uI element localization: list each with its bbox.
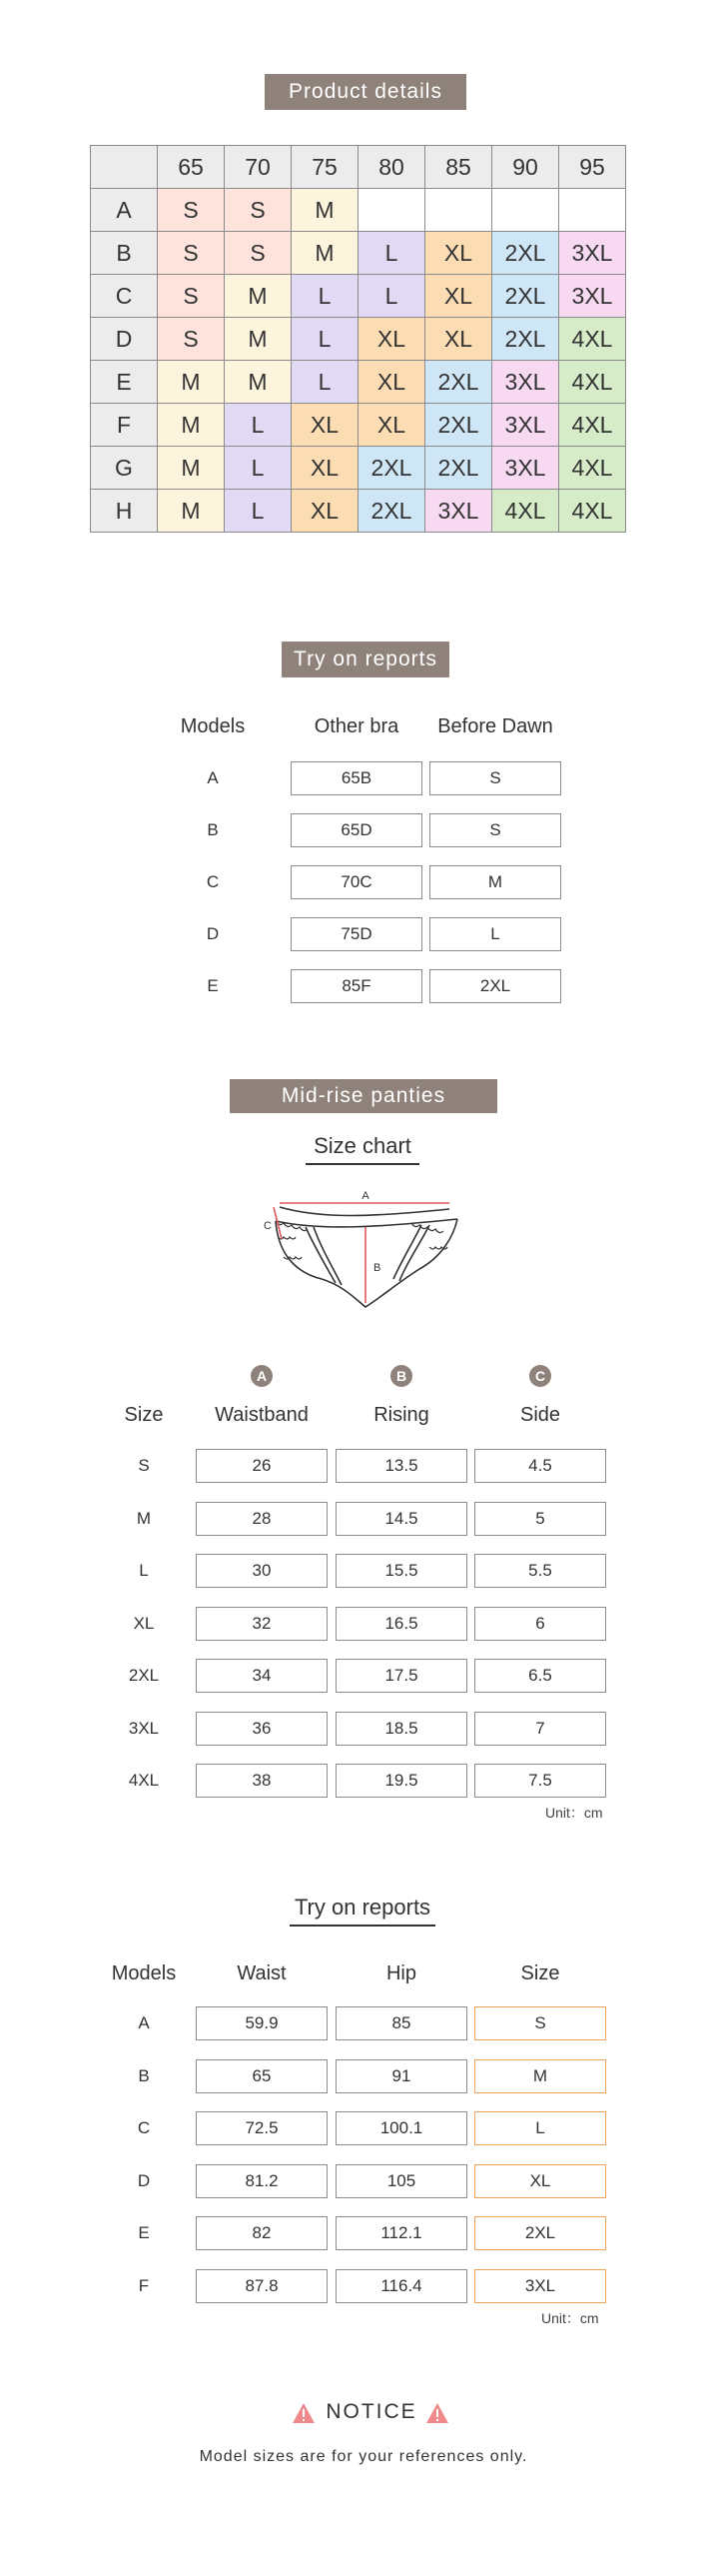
other-bra-size: 75D (291, 917, 422, 951)
band-size-header: 90 (492, 146, 559, 189)
size-cell: S (158, 275, 225, 318)
try-on-header: Other bra (314, 715, 399, 737)
size-cell: 4XL (559, 490, 626, 533)
size-cell: L (225, 404, 292, 447)
warning-icon-right (425, 2402, 449, 2424)
size-cell: 3XL (492, 447, 559, 490)
other-bra-size: 85F (291, 969, 422, 1003)
cup-size-header: F (91, 404, 158, 447)
size-cell: 2XL (425, 404, 492, 447)
size-chart-title: Size chart (306, 1133, 419, 1165)
waistband-value: 30 (196, 1554, 328, 1588)
band-size-header: 95 (559, 146, 626, 189)
size-cell: M (158, 361, 225, 404)
waistband-value: 32 (196, 1607, 328, 1641)
side-value: 6.5 (474, 1659, 606, 1693)
size-table-row (91, 232, 626, 275)
size-cell: 4XL (559, 361, 626, 404)
before-dawn-size: S (429, 813, 561, 847)
rising-value: 16.5 (336, 1607, 467, 1641)
size-cell: S (225, 232, 292, 275)
size-cell: L (359, 232, 425, 275)
size-cell: M (292, 232, 359, 275)
model-label: B (138, 2065, 150, 2085)
side-value: 4.5 (474, 1449, 606, 1483)
size-cell: M (158, 490, 225, 533)
side-value: 7 (474, 1712, 606, 1746)
size-cell: 2XL (359, 447, 425, 490)
size-cell: 2XL (492, 275, 559, 318)
diagram-label-c: C (264, 1220, 272, 1232)
side-value: 5 (474, 1502, 606, 1536)
model-label: C (206, 872, 220, 891)
size-cell: L (292, 361, 359, 404)
size-cell: L (225, 490, 292, 533)
panties-size-value: XL (474, 2164, 606, 2198)
size-cell (559, 189, 626, 232)
lace-trim-left (276, 1221, 308, 1259)
rising-value: 13.5 (336, 1449, 467, 1483)
cup-size-header: B (91, 232, 158, 275)
try-on-2-header: Hip (385, 1962, 416, 1984)
panties-size-value: L (474, 2111, 606, 2145)
panties-size-label: M (136, 1508, 152, 1528)
size-cell (492, 189, 559, 232)
size-table-header-row (91, 146, 626, 189)
waist-value: 65 (196, 2059, 328, 2093)
panties-header: Waistband (215, 1404, 309, 1426)
cup-size-header: A (91, 189, 158, 232)
size-cell: XL (425, 318, 492, 361)
size-cell: 4XL (559, 318, 626, 361)
before-dawn-size: M (429, 865, 561, 899)
cup-size-header: G (91, 447, 158, 490)
diagram-label-b: B (373, 1262, 381, 1274)
size-cell: 2XL (359, 490, 425, 533)
size-table-row (91, 361, 626, 404)
side-value: 6 (474, 1607, 606, 1641)
size-cell: S (225, 189, 292, 232)
size-cell: 4XL (559, 404, 626, 447)
size-table-row (91, 275, 626, 318)
try-on-unit-note: Unit：cm (541, 2310, 599, 2326)
size-cell: L (359, 275, 425, 318)
size-cell: 3XL (425, 490, 492, 533)
waistband-top-line (280, 1207, 449, 1216)
panties-size-value: M (474, 2059, 606, 2093)
size-cell: 2XL (492, 318, 559, 361)
cup-size-header: E (91, 361, 158, 404)
size-cell: 3XL (559, 275, 626, 318)
other-bra-size: 65B (291, 761, 422, 795)
diagram-label-a: A (361, 1190, 369, 1202)
band-size-header: 75 (292, 146, 359, 189)
size-cell: 4XL (559, 447, 626, 490)
size-table-row (91, 490, 626, 533)
waist-value: 59.9 (196, 2006, 328, 2040)
marker-c-icon: C (529, 1365, 551, 1387)
panties-size-label: 3XL (128, 1718, 160, 1738)
try-on-header: Before Dawn (437, 715, 553, 737)
rising-value: 15.5 (336, 1554, 467, 1588)
try-on-header: Models (180, 715, 246, 737)
size-cell: XL (292, 404, 359, 447)
hip-value: 91 (336, 2059, 467, 2093)
size-cell: M (158, 447, 225, 490)
try-on-2-header: Size (520, 1962, 560, 1984)
size-table-row (91, 404, 626, 447)
size-cell: XL (292, 490, 359, 533)
size-cell: 2XL (492, 232, 559, 275)
panties-outline (276, 1219, 457, 1307)
size-cell: XL (425, 275, 492, 318)
rising-value: 18.5 (336, 1712, 467, 1746)
size-cell: XL (359, 318, 425, 361)
try-on-reports-banner: Try on reports (282, 642, 449, 677)
waistband-value: 28 (196, 1502, 328, 1536)
panties-size-label: 4XL (128, 1771, 160, 1790)
before-dawn-size: 2XL (429, 969, 561, 1003)
panties-size-label: 2XL (128, 1666, 160, 1685)
size-table-row (91, 189, 626, 232)
waistband-value: 36 (196, 1712, 328, 1746)
band-size-header: 70 (225, 146, 292, 189)
model-label: D (137, 2170, 151, 2190)
panties-size-value: 3XL (474, 2269, 606, 2303)
side-seam-left-2 (314, 1227, 342, 1285)
size-cell: 3XL (492, 361, 559, 404)
rising-value: 19.5 (336, 1764, 467, 1798)
panties-size-value: S (474, 2006, 606, 2040)
size-cell: XL (425, 232, 492, 275)
rising-value: 14.5 (336, 1502, 467, 1536)
other-bra-size: 65D (291, 813, 422, 847)
size-cell: M (225, 361, 292, 404)
marker-a-icon: A (251, 1365, 273, 1387)
size-cell (359, 189, 425, 232)
side-value: 7.5 (474, 1764, 606, 1798)
model-label: E (138, 2223, 150, 2242)
hip-value: 100.1 (336, 2111, 467, 2145)
before-dawn-size: S (429, 761, 561, 795)
size-cell: M (292, 189, 359, 232)
waistband-value: 38 (196, 1764, 328, 1798)
model-label: A (138, 2013, 150, 2032)
cup-size-header: H (91, 490, 158, 533)
warning-icon-left (292, 2402, 316, 2424)
model-label: E (207, 976, 219, 995)
size-cell: XL (359, 404, 425, 447)
panties-header: Side (519, 1404, 561, 1426)
panties-size-label: S (138, 1456, 150, 1475)
size-cell: S (158, 318, 225, 361)
size-table-corner (91, 146, 158, 189)
waist-value: 82 (196, 2216, 328, 2250)
model-label: B (207, 820, 219, 839)
size-cell: S (158, 189, 225, 232)
notice-text: Model sizes are for your references only. (199, 2448, 528, 2465)
size-cell: M (225, 275, 292, 318)
size-table-row (91, 447, 626, 490)
size-table-row (91, 318, 626, 361)
panties-header: Size (124, 1404, 164, 1426)
hip-value: 105 (336, 2164, 467, 2198)
cup-size-header: D (91, 318, 158, 361)
waist-value: 72.5 (196, 2111, 328, 2145)
size-cell: 3XL (492, 404, 559, 447)
rising-value: 17.5 (336, 1659, 467, 1693)
panties-diagram (262, 1187, 471, 1311)
waist-value: 87.8 (196, 2269, 328, 2303)
model-label: F (138, 2275, 150, 2295)
model-label: A (207, 768, 219, 787)
marker-b-icon: B (390, 1365, 412, 1387)
size-cell: 2XL (425, 361, 492, 404)
size-cell: XL (292, 447, 359, 490)
panties-size-label: L (139, 1561, 149, 1580)
size-cell: L (225, 447, 292, 490)
side-value: 5.5 (474, 1554, 606, 1588)
size-cell: 4XL (492, 490, 559, 533)
size-cell: M (158, 404, 225, 447)
try-on-2-header: Models (111, 1962, 177, 1984)
size-cell: L (292, 275, 359, 318)
lace-trim-right (411, 1223, 447, 1249)
size-cell (425, 189, 492, 232)
size-cell: S (158, 232, 225, 275)
waist-value: 81.2 (196, 2164, 328, 2198)
size-cell: XL (359, 361, 425, 404)
waistband-lower-line (276, 1219, 457, 1227)
size-cell: M (225, 318, 292, 361)
mid-rise-panties-banner: Mid-rise panties (230, 1079, 497, 1113)
before-dawn-size: L (429, 917, 561, 951)
band-size-header: 65 (158, 146, 225, 189)
hip-value: 85 (336, 2006, 467, 2040)
size-cell: 2XL (425, 447, 492, 490)
model-label: C (137, 2118, 151, 2137)
try-on-2-header: Waist (237, 1962, 287, 1984)
hip-value: 112.1 (336, 2216, 467, 2250)
model-label: D (206, 924, 220, 943)
size-cell: L (292, 318, 359, 361)
panties-header: Rising (373, 1404, 429, 1426)
notice-title: NOTICE (326, 2400, 417, 2423)
bra-size-table (90, 145, 626, 533)
waistband-value: 34 (196, 1659, 328, 1693)
band-size-header: 80 (359, 146, 425, 189)
product-details-banner: Product details (265, 74, 466, 110)
panties-size-value: 2XL (474, 2216, 606, 2250)
size-cell: 3XL (559, 232, 626, 275)
waistband-value: 26 (196, 1449, 328, 1483)
panties-size-label: XL (133, 1613, 155, 1633)
cup-size-header: C (91, 275, 158, 318)
panties-unit-note: Unit：cm (545, 1805, 603, 1821)
band-size-header: 85 (425, 146, 492, 189)
try-on-reports-title-2: Try on reports (290, 1895, 435, 1927)
hip-value: 116.4 (336, 2269, 467, 2303)
other-bra-size: 70C (291, 865, 422, 899)
